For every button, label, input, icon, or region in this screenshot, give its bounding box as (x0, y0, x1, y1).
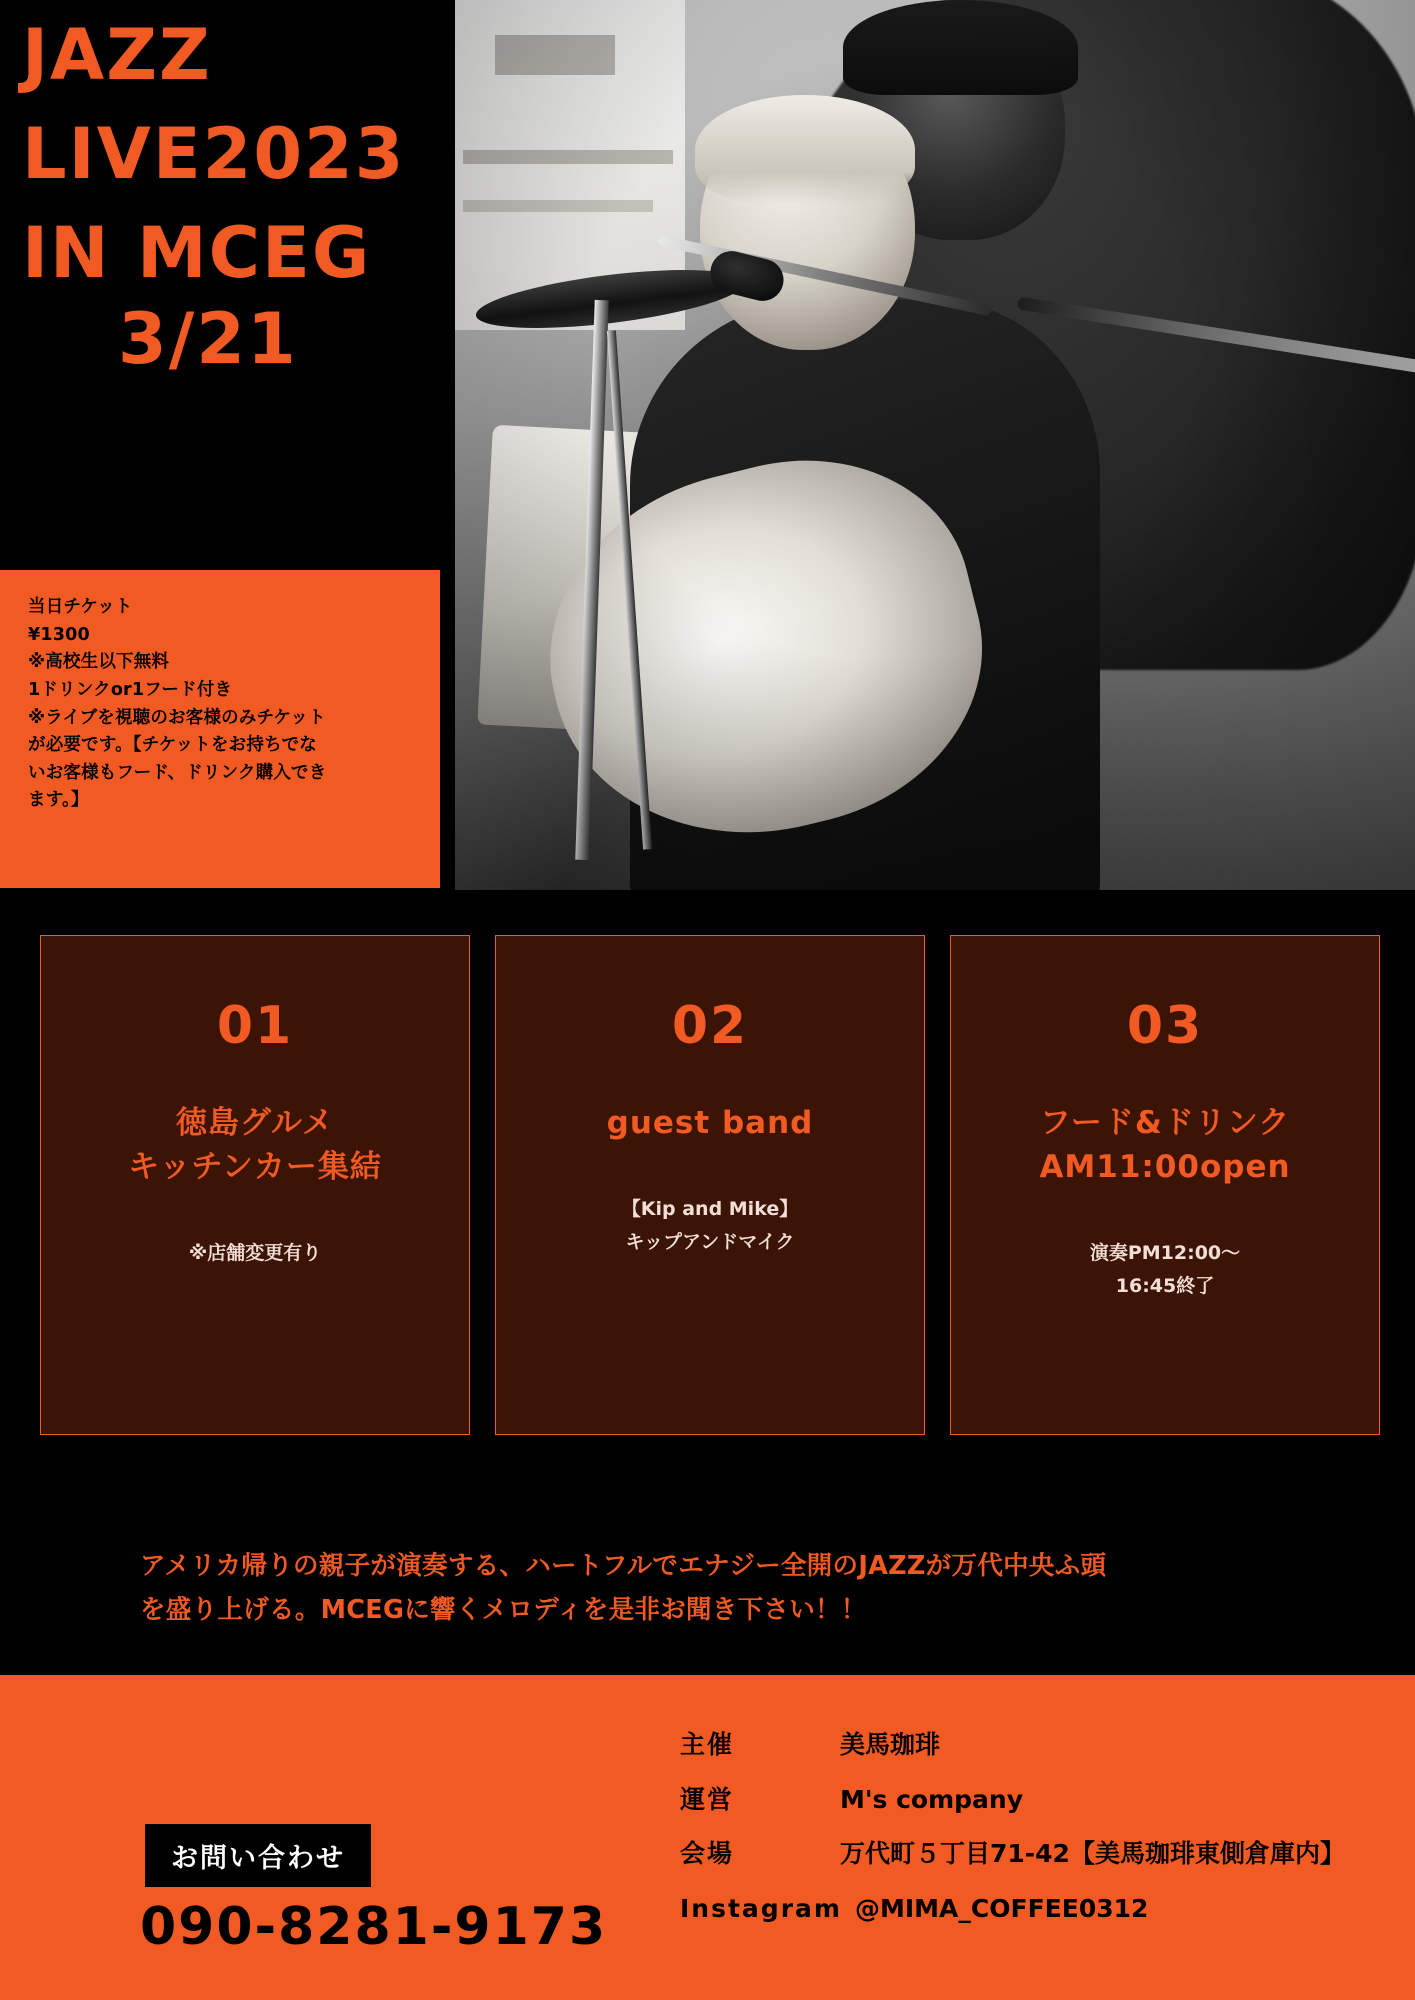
poster-footer (0, 1675, 1415, 2000)
card-subtext-line-1: 演奏PM12:00〜 (1089, 1242, 1241, 1265)
organizer-info (680, 1725, 1380, 1943)
card-number: 03 (1126, 996, 1204, 1056)
info-value[interactable]: @MIMA_COFFEE0312 (855, 1893, 1149, 1923)
ticket-line-2: ¥1300 (28, 624, 90, 645)
poster-title-block (0, 0, 455, 530)
ticket-info-box (0, 570, 440, 888)
info-label: 運営 (680, 1784, 735, 1814)
card-heading-line-1: guest band (606, 1105, 814, 1141)
card-number: 02 (671, 996, 749, 1056)
info-row-organizer (680, 1725, 1380, 1766)
card-number: 01 (216, 996, 294, 1056)
info-label: 会場 (680, 1839, 735, 1868)
description-line-2: を盛り上げる。MCEGに響くメロディを是非お聞き下さい！！ (140, 1594, 867, 1625)
ticket-line-3: ※高校生以下無料 (28, 652, 170, 673)
title-line-2: LIVE2023 (22, 113, 406, 195)
title-line-3: IN MCEG (22, 212, 372, 294)
highlight-cards (40, 935, 1380, 1435)
card-heading-line-2: キッチンカー集結 (128, 1149, 382, 1186)
photo-vignette (455, 0, 1415, 890)
card-heading (496, 1101, 924, 1145)
info-label: 主催 (680, 1730, 735, 1759)
concert-photo (455, 0, 1415, 890)
info-row-venue (680, 1834, 1380, 1875)
card-subtext (41, 1237, 469, 1270)
ticket-line-6: が必要です。【チケットをお持ちでな (28, 735, 317, 756)
info-value: 万代町５丁目71-42【美馬珈琲東側倉庫内】 (840, 1839, 1345, 1868)
info-row-instagram[interactable] (680, 1889, 1380, 1930)
card-subtext-line-1: ※店舗変更有り (188, 1242, 322, 1265)
ticket-line-1: 当日チケット (28, 597, 133, 617)
ticket-line-8: ます。】 (28, 790, 89, 811)
card-subtext-line-2: 16:45終了 (1115, 1275, 1215, 1298)
title-line-1: JAZZ (22, 14, 212, 96)
ticket-line-7: いお客様もフード、ドリンク購入でき (28, 762, 327, 783)
card-subtext-line-1: 【Kip and Mike】 (621, 1198, 799, 1221)
card-01 (40, 935, 470, 1435)
contact-phone-number[interactable]: 090-8281-9173 (140, 1897, 608, 1957)
card-heading-line-1: フード&ドリンク (1039, 1105, 1291, 1141)
card-heading-line-1: 徳島グルメ (175, 1105, 335, 1141)
card-subtext (951, 1237, 1379, 1304)
card-subtext-line-2: キップアンドマイク (625, 1231, 795, 1254)
description-line-1: アメリカ帰りの親子が演奏する、ハートフルでエナジー全開のJAZZが万代中央ふ頭 (140, 1551, 1107, 1581)
info-label: Instagram (680, 1893, 842, 1923)
event-description (140, 1545, 1300, 1633)
card-02 (495, 935, 925, 1435)
card-heading-line-2: AM11:00open (1039, 1149, 1291, 1186)
ticket-line-4: 1ドリンクor1フード付き (28, 679, 233, 700)
contact-label-badge: お問い合わせ (145, 1824, 371, 1887)
card-heading (951, 1101, 1379, 1189)
ticket-line-5: ※ライブを視聴のお客様のみチケット (28, 707, 326, 728)
info-value: M's company (840, 1784, 1024, 1814)
info-value: 美馬珈琲 (840, 1730, 941, 1759)
card-03 (950, 935, 1380, 1435)
info-row-management (680, 1780, 1380, 1821)
title-line-date: 3/21 (118, 298, 298, 380)
card-heading (41, 1101, 469, 1189)
card-subtext (496, 1193, 924, 1260)
